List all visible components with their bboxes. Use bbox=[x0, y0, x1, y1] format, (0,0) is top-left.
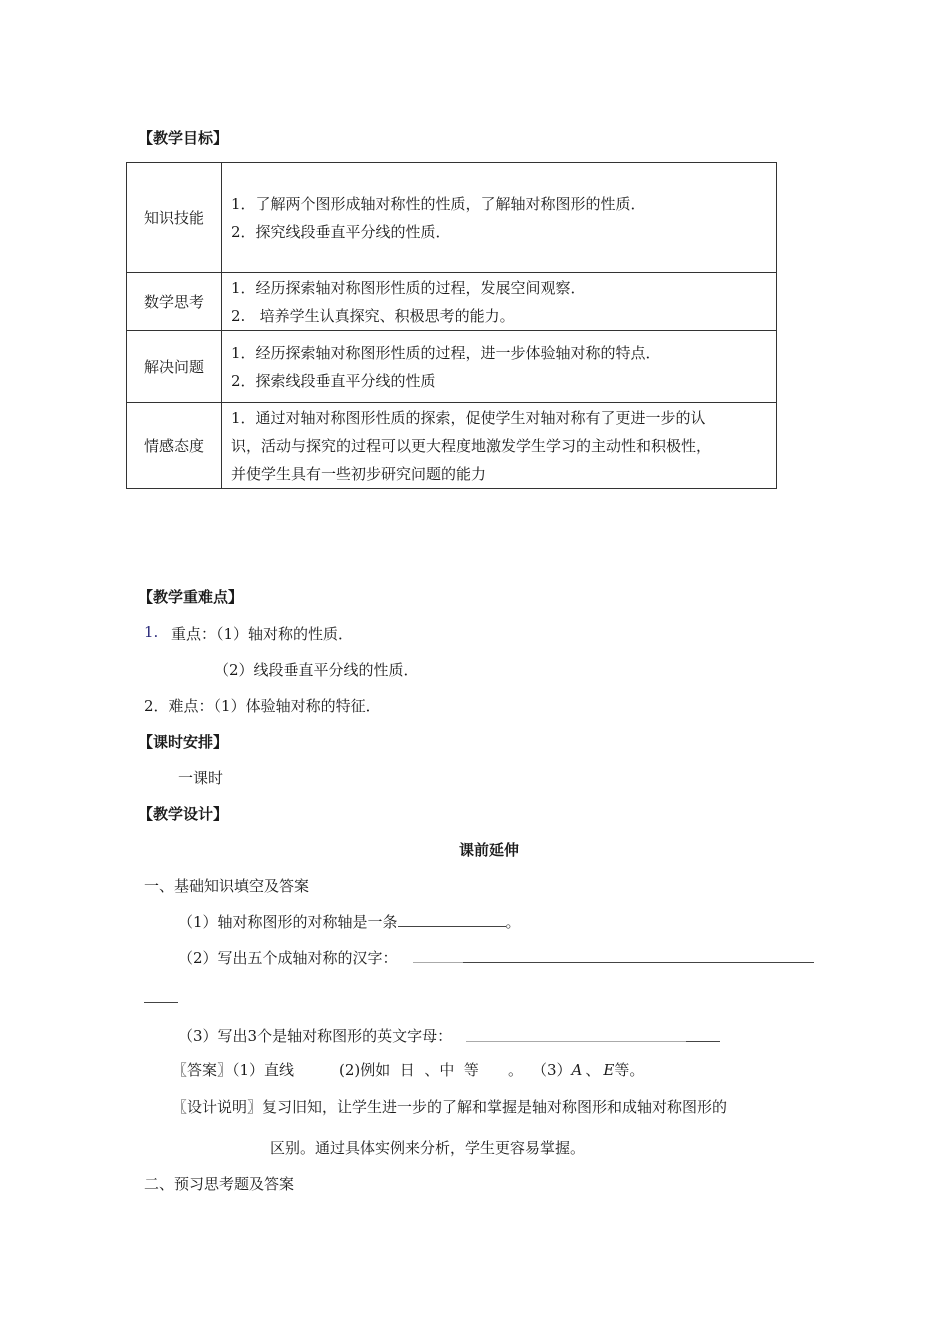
goals-heading: 【教学目标】 bbox=[138, 129, 229, 147]
design-heading: 【教学设计】 bbox=[138, 805, 229, 823]
category-cell: 数学思考 bbox=[127, 273, 222, 331]
question-text: （1）轴对称图形的对称轴是一条 bbox=[178, 913, 398, 931]
answer-blank bbox=[466, 1041, 686, 1042]
answer-label: 〖答案〗（1）直线 bbox=[172, 1061, 295, 1079]
question-1 bbox=[178, 911, 521, 932]
design-subtitle: 课前延伸 bbox=[459, 841, 520, 859]
description-line: 并使学生具有一些初步研究问题的能力 bbox=[231, 464, 487, 483]
answer-letter-e: E bbox=[603, 1061, 615, 1079]
table-row bbox=[127, 403, 777, 489]
category-cell: 知识技能 bbox=[127, 163, 222, 273]
description-line: 识，活动与探究的过程可以更大程度地激发学生学习的主动性和积极性， bbox=[231, 436, 712, 455]
answer-blank bbox=[144, 1002, 178, 1003]
schedule-text: 一课时 bbox=[178, 769, 224, 787]
key-points-heading: 【教学重难点】 bbox=[138, 588, 244, 606]
table-row bbox=[127, 331, 777, 403]
design-note-2: 区别。通过具体实例来分析，学生更容易掌握。 bbox=[270, 1139, 586, 1157]
answer-blank bbox=[398, 912, 506, 927]
category-cell: 情感态度 bbox=[127, 403, 222, 489]
description-cell bbox=[222, 273, 777, 331]
answer-dot: 。 bbox=[508, 1061, 524, 1079]
answer-blank bbox=[413, 962, 463, 963]
question-end: 。 bbox=[505, 913, 521, 931]
answer-line bbox=[172, 1059, 294, 1080]
design-note-1: 〖设计说明〗复习旧知，让学生进一步的了解和掌握是轴对称图形和成轴对称图形的 bbox=[172, 1098, 728, 1116]
question-text: （2）写出五个成轴对称的汉字： bbox=[178, 949, 398, 967]
description-line: 1．通过对轴对称图形性质的探索，促使学生对轴对称有了更进一步的认 bbox=[231, 408, 706, 427]
table-row bbox=[127, 163, 777, 273]
answer-end: 等。 bbox=[614, 1061, 645, 1079]
description-line: 2. 培养学生认真探究、积极思考的能力。 bbox=[231, 306, 515, 325]
description-line: 1．了解两个图形成轴对称性的性质，了解轴对称图形的性质． bbox=[231, 194, 646, 213]
answer-3-label: （3） bbox=[532, 1061, 572, 1079]
answer-letter-a: A bbox=[571, 1061, 583, 1079]
answer-2: (2)例如 日 、中 等 bbox=[339, 1061, 479, 1079]
question-2 bbox=[178, 947, 398, 968]
description-line: 1．经历探索轴对称图形性质的过程，进一步体验轴对称的特点． bbox=[231, 343, 661, 362]
description-cell bbox=[222, 331, 777, 403]
part1-title: 一、基础知识填空及答案 bbox=[144, 877, 310, 895]
question-number: 3 bbox=[247, 1027, 258, 1045]
description-cell bbox=[222, 403, 777, 489]
question-text: 个是轴对称图形的英文字母： bbox=[257, 1027, 453, 1045]
category-cell: 解决问题 bbox=[127, 331, 222, 403]
answer-blank bbox=[686, 1041, 720, 1042]
description-line: 2．探索线段垂直平分线的性质 bbox=[231, 371, 436, 390]
description-line: 1．经历探索轴对称图形性质的过程，发展空间观察． bbox=[231, 278, 586, 297]
question-text: （3）写出 bbox=[178, 1027, 248, 1045]
schedule-heading: 【课时安排】 bbox=[138, 733, 229, 751]
key-point-2: 2．难点：（1）体验轴对称的特征． bbox=[144, 697, 381, 715]
key-point-number: 1. bbox=[144, 623, 159, 641]
answer-separator: 、 bbox=[585, 1061, 601, 1079]
description-line: 2．探究线段垂直平分线的性质． bbox=[231, 222, 451, 241]
answer-3 bbox=[532, 1059, 644, 1080]
part2-title: 二、预习思考题及答案 bbox=[144, 1175, 295, 1193]
answer-blank bbox=[463, 962, 814, 963]
question-3 bbox=[178, 1025, 452, 1046]
key-point-1-sub: （2）线段垂直平分线的性质． bbox=[214, 661, 419, 679]
description-cell bbox=[222, 163, 777, 273]
goals-table bbox=[126, 162, 777, 489]
key-point-1: 重点：（1）轴对称的性质． bbox=[171, 625, 354, 643]
table-row bbox=[127, 273, 777, 331]
